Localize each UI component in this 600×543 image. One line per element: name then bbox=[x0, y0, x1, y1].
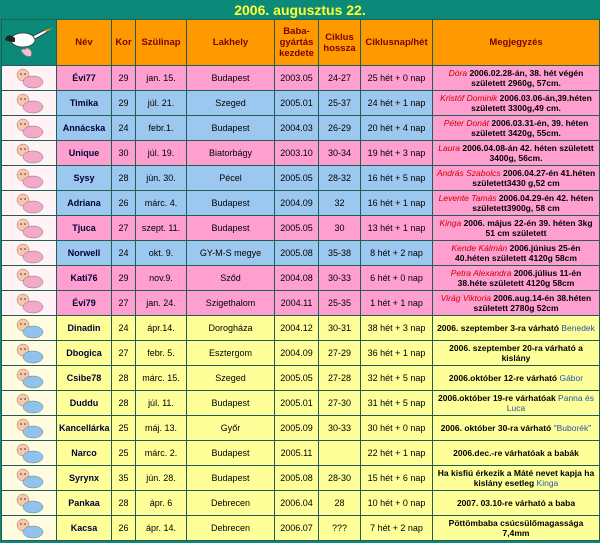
city-cell: Szeged bbox=[187, 366, 275, 391]
age-cell: 28 bbox=[112, 166, 136, 191]
note-text: 2006.dec.-re várhatóak a babák bbox=[453, 448, 579, 458]
note-text: 2006. szeptember 20-ra várható a kislány bbox=[449, 343, 583, 363]
note-text-post: 2006.július 11-én 38.héte született 4120g 58cm bbox=[457, 268, 582, 288]
note-cell bbox=[433, 416, 600, 441]
header-szulinap: Szülinap bbox=[136, 20, 187, 66]
note-highlight: Levente Tamás bbox=[438, 193, 497, 203]
baby-table bbox=[1, 19, 600, 541]
header-megjegyzes: Megjegyzés bbox=[433, 20, 600, 66]
member-name: Kati76 bbox=[57, 266, 112, 291]
member-name: Évi77 bbox=[57, 66, 112, 91]
week-cell: 8 hét + 2 nap bbox=[361, 241, 433, 266]
birthday-cell: ápr. 6 bbox=[136, 491, 187, 516]
member-name: Tjuca bbox=[57, 216, 112, 241]
city-cell: Budapest bbox=[187, 116, 275, 141]
note-cell bbox=[433, 116, 600, 141]
start-cell: 2005.01 bbox=[275, 91, 319, 116]
note-highlight: Péter Donát bbox=[443, 118, 490, 128]
baby-avatar-icon bbox=[2, 441, 57, 466]
note-cell bbox=[433, 66, 600, 91]
cycle-cell: 28-32 bbox=[319, 166, 361, 191]
week-cell: 13 hét + 1 nap bbox=[361, 216, 433, 241]
city-cell: Budapest bbox=[187, 441, 275, 466]
birthday-cell: okt. 9. bbox=[136, 241, 187, 266]
note-text-post: 2006.02.28-án, 38. hét végén született 2960g, 57cm. bbox=[467, 68, 584, 88]
baby-avatar-icon bbox=[2, 91, 57, 116]
note-highlight: Benedek bbox=[561, 323, 595, 333]
city-cell: Esztergom bbox=[187, 341, 275, 366]
table-row bbox=[2, 291, 600, 316]
table-row bbox=[2, 341, 600, 366]
baby-avatar-icon bbox=[2, 416, 57, 441]
member-name: Évi79 bbox=[57, 291, 112, 316]
note-text-post: 2006.04.27-én 41.héten született3430 g,52 cm bbox=[472, 168, 596, 188]
note-cell bbox=[433, 266, 600, 291]
cycle-cell: 24-27 bbox=[319, 66, 361, 91]
baby-avatar-icon bbox=[2, 141, 57, 166]
city-cell: Sződ bbox=[187, 266, 275, 291]
birthday-cell: júl. 21. bbox=[136, 91, 187, 116]
start-cell: 2005.01 bbox=[275, 391, 319, 416]
age-cell: 28 bbox=[112, 491, 136, 516]
note-text: 2006.október 12-re várható bbox=[448, 373, 560, 383]
week-cell: 16 hét + 5 nap bbox=[361, 166, 433, 191]
cycle-cell: 27-30 bbox=[319, 391, 361, 416]
age-cell: 28 bbox=[112, 391, 136, 416]
start-cell: 2004.03 bbox=[275, 116, 319, 141]
start-cell: 2005.08 bbox=[275, 241, 319, 266]
birthday-cell: febr. 5. bbox=[136, 341, 187, 366]
note-text-post: 2006.04.29-én 42. héten született3900g, 58 cm bbox=[472, 193, 594, 213]
table-row bbox=[2, 391, 600, 416]
city-cell: Budapest bbox=[187, 191, 275, 216]
week-cell: 30 hét + 0 nap bbox=[361, 416, 433, 441]
note-cell bbox=[433, 291, 600, 316]
baby-avatar-icon bbox=[2, 116, 57, 141]
baby-avatar-icon bbox=[2, 341, 57, 366]
member-name: Duddu bbox=[57, 391, 112, 416]
start-cell: 2004.11 bbox=[275, 291, 319, 316]
week-cell: 15 hét + 6 nap bbox=[361, 466, 433, 491]
birthday-cell: márc. 15. bbox=[136, 366, 187, 391]
age-cell: 27 bbox=[112, 291, 136, 316]
note-cell bbox=[433, 491, 600, 516]
age-cell: 24 bbox=[112, 316, 136, 341]
table-row bbox=[2, 266, 600, 291]
note-text: 2006. szeptember 3-ra várható bbox=[437, 323, 562, 333]
start-cell: 2004.09 bbox=[275, 341, 319, 366]
city-cell: Szigethalom bbox=[187, 291, 275, 316]
city-cell: Budapest bbox=[187, 216, 275, 241]
baby-avatar-icon bbox=[2, 316, 57, 341]
week-cell: 22 hét + 1 nap bbox=[361, 441, 433, 466]
city-cell: Biatorbágy bbox=[187, 141, 275, 166]
note-highlight: Kinga bbox=[536, 478, 559, 488]
birthday-cell: ápr. 14. bbox=[136, 516, 187, 541]
note-highlight: Kende Kálmán bbox=[451, 243, 508, 253]
week-cell: 19 hét + 3 nap bbox=[361, 141, 433, 166]
baby-avatar-icon bbox=[2, 366, 57, 391]
week-cell: 10 hét + 0 nap bbox=[361, 491, 433, 516]
city-cell: GY-M-S megye bbox=[187, 241, 275, 266]
start-cell: 2003.05 bbox=[275, 66, 319, 91]
age-cell: 35 bbox=[112, 466, 136, 491]
cycle-cell: 27-28 bbox=[319, 366, 361, 391]
note-text: 2006. október 30-ra várható bbox=[440, 423, 554, 433]
cycle-cell: 26-29 bbox=[319, 116, 361, 141]
member-name: Dbogica bbox=[57, 341, 112, 366]
cycle-cell: 27-29 bbox=[319, 341, 361, 366]
table-row bbox=[2, 91, 600, 116]
note-cell bbox=[433, 141, 600, 166]
start-cell: 2005.05 bbox=[275, 216, 319, 241]
week-cell: 36 hét + 1 nap bbox=[361, 341, 433, 366]
birthday-cell: jan. 24. bbox=[136, 291, 187, 316]
table-row bbox=[2, 416, 600, 441]
note-cell bbox=[433, 366, 600, 391]
birthday-cell: febr.1. bbox=[136, 116, 187, 141]
start-cell: 2006.04 bbox=[275, 491, 319, 516]
birthday-cell: ápr.14. bbox=[136, 316, 187, 341]
table-row bbox=[2, 516, 600, 541]
cycle-cell: 30-34 bbox=[319, 141, 361, 166]
age-cell: 26 bbox=[112, 191, 136, 216]
week-cell: 1 hét + 1 nap bbox=[361, 291, 433, 316]
header-lakhely: Lakhely bbox=[187, 20, 275, 66]
table-row bbox=[2, 141, 600, 166]
note-cell bbox=[433, 241, 600, 266]
start-cell: 2005.05 bbox=[275, 366, 319, 391]
age-cell: 24 bbox=[112, 116, 136, 141]
member-name: Unique bbox=[57, 141, 112, 166]
table-row bbox=[2, 166, 600, 191]
city-cell: Debrecen bbox=[187, 491, 275, 516]
table-row bbox=[2, 316, 600, 341]
week-cell: 6 hét + 0 nap bbox=[361, 266, 433, 291]
city-cell: Szeged bbox=[187, 91, 275, 116]
start-cell: 2006.07 bbox=[275, 516, 319, 541]
header-nev: Név bbox=[57, 20, 112, 66]
header-babagyartas: Baba-gyártás kezdete bbox=[275, 20, 319, 66]
age-cell: 30 bbox=[112, 141, 136, 166]
cycle-cell: 30 bbox=[319, 216, 361, 241]
header-ciklus-hossza: Ciklus hossza bbox=[319, 20, 361, 66]
cycle-cell bbox=[319, 441, 361, 466]
week-cell: 16 hét + 1 nap bbox=[361, 191, 433, 216]
birthday-cell: júl. 11. bbox=[136, 391, 187, 416]
member-name: Sysy bbox=[57, 166, 112, 191]
note-text-post: 2006.aug.14-én 38.héten született 2780g 52cm bbox=[473, 293, 592, 313]
start-cell: 2004.12 bbox=[275, 316, 319, 341]
note-highlight: Panna és Luca bbox=[506, 393, 594, 413]
note-text: Pöttömbaba csúcsülőmagassága 7,4mm bbox=[448, 518, 584, 538]
note-cell bbox=[433, 466, 600, 491]
birthday-cell: szept. 11. bbox=[136, 216, 187, 241]
baby-avatar-icon bbox=[2, 266, 57, 291]
note-cell bbox=[433, 341, 600, 366]
cycle-cell: ??? bbox=[319, 516, 361, 541]
stork-icon bbox=[2, 20, 57, 66]
city-cell: Pécel bbox=[187, 166, 275, 191]
table-body bbox=[2, 66, 600, 541]
member-name: Csibe78 bbox=[57, 366, 112, 391]
age-cell: 27 bbox=[112, 341, 136, 366]
baby-avatar-icon bbox=[2, 191, 57, 216]
city-cell: Budapest bbox=[187, 66, 275, 91]
birthday-cell: márc. 2. bbox=[136, 441, 187, 466]
cycle-cell: 35-38 bbox=[319, 241, 361, 266]
city-cell: Dorogháza bbox=[187, 316, 275, 341]
note-cell bbox=[433, 391, 600, 416]
cycle-cell: 32 bbox=[319, 191, 361, 216]
table-row bbox=[2, 491, 600, 516]
birthday-cell: máj. 13. bbox=[136, 416, 187, 441]
birthday-cell: júl. 19. bbox=[136, 141, 187, 166]
city-cell: Győr bbox=[187, 416, 275, 441]
age-cell: 29 bbox=[112, 66, 136, 91]
header-ciklusnap: Ciklusnap/hét bbox=[361, 20, 433, 66]
note-text: 2006.október 19-re várhatóak bbox=[438, 393, 559, 403]
member-name: Pankaa bbox=[57, 491, 112, 516]
note-highlight: "Buborék" bbox=[553, 423, 592, 433]
age-cell: 26 bbox=[112, 516, 136, 541]
baby-avatar-icon bbox=[2, 466, 57, 491]
start-cell: 2004.08 bbox=[275, 266, 319, 291]
baby-avatar-icon bbox=[2, 216, 57, 241]
header-kor: Kor bbox=[112, 20, 136, 66]
week-cell: 25 hét + 0 nap bbox=[361, 66, 433, 91]
birthday-cell: márc. 4. bbox=[136, 191, 187, 216]
table-row bbox=[2, 466, 600, 491]
age-cell: 29 bbox=[112, 91, 136, 116]
cycle-cell: 25-35 bbox=[319, 291, 361, 316]
week-cell: 7 hét + 2 nap bbox=[361, 516, 433, 541]
note-cell bbox=[433, 216, 600, 241]
baby-avatar-icon bbox=[2, 166, 57, 191]
note-text-post: 2006.03.06-án,39.héten született 3300g,49 cm. bbox=[471, 93, 592, 113]
age-cell: 27 bbox=[112, 216, 136, 241]
week-cell: 32 hét + 5 nap bbox=[361, 366, 433, 391]
week-cell: 38 hét + 3 nap bbox=[361, 316, 433, 341]
week-cell: 31 hét + 5 nap bbox=[361, 391, 433, 416]
note-text-post: 2006.03.31-én, 39. héten született 3420g, 55cm. bbox=[471, 118, 589, 138]
member-name: Kancellárka bbox=[57, 416, 112, 441]
member-name: Syrynx bbox=[57, 466, 112, 491]
note-highlight: Virág Viktoria bbox=[440, 293, 492, 303]
member-name: Norwell bbox=[57, 241, 112, 266]
note-cell bbox=[433, 316, 600, 341]
age-cell: 28 bbox=[112, 366, 136, 391]
cycle-cell: 30-33 bbox=[319, 416, 361, 441]
baby-avatar-icon bbox=[2, 66, 57, 91]
baby-avatar-icon bbox=[2, 391, 57, 416]
member-name: Narco bbox=[57, 441, 112, 466]
city-cell: Debrecen bbox=[187, 516, 275, 541]
cycle-cell: 28-30 bbox=[319, 466, 361, 491]
note-highlight: Kristóf Dominik bbox=[440, 93, 498, 103]
cycle-cell: 30-33 bbox=[319, 266, 361, 291]
note-cell bbox=[433, 166, 600, 191]
table-row bbox=[2, 216, 600, 241]
note-highlight: Petra Alexandra bbox=[450, 268, 512, 278]
start-cell: 2005.05 bbox=[275, 166, 319, 191]
note-highlight: András Szabolcs bbox=[436, 168, 501, 178]
page-title: 2006. augusztus 22. bbox=[234, 2, 366, 18]
note-highlight: Laura bbox=[438, 143, 461, 153]
table-row bbox=[2, 441, 600, 466]
baby-avatar-icon bbox=[2, 241, 57, 266]
table-row bbox=[2, 241, 600, 266]
week-cell: 20 hét + 4 nap bbox=[361, 116, 433, 141]
start-cell: 2004.09 bbox=[275, 191, 319, 216]
note-cell bbox=[433, 191, 600, 216]
start-cell: 2005.11 bbox=[275, 441, 319, 466]
header-row bbox=[2, 20, 600, 66]
birthday-cell: jún. 28. bbox=[136, 466, 187, 491]
baby-avatar-icon bbox=[2, 516, 57, 541]
baby-avatar-icon bbox=[2, 291, 57, 316]
note-text: Ha kisfiú érkezik a Máté nevet kapja ha kislány esetleg bbox=[437, 468, 595, 488]
note-text-post: 2006.június 25-én 40.héten született 4120g 58cm bbox=[455, 243, 581, 263]
member-name: Dinadin bbox=[57, 316, 112, 341]
age-cell: 25 bbox=[112, 416, 136, 441]
table-row bbox=[2, 191, 600, 216]
cycle-cell: 25-37 bbox=[319, 91, 361, 116]
table-row bbox=[2, 66, 600, 91]
age-cell: 25 bbox=[112, 441, 136, 466]
cycle-cell: 28 bbox=[319, 491, 361, 516]
note-text-post: 2006. május 22-én 39. héten 3kg 51 cm született bbox=[461, 218, 593, 238]
age-cell: 24 bbox=[112, 241, 136, 266]
note-highlight: Dóra bbox=[448, 68, 468, 78]
note-cell bbox=[433, 516, 600, 541]
city-cell: Budapest bbox=[187, 466, 275, 491]
start-cell: 2005.08 bbox=[275, 466, 319, 491]
table-row bbox=[2, 366, 600, 391]
birthday-cell: jún. 30. bbox=[136, 166, 187, 191]
member-name: Adriana bbox=[57, 191, 112, 216]
cycle-cell: 30-31 bbox=[319, 316, 361, 341]
member-name: Annácska bbox=[57, 116, 112, 141]
table-row bbox=[2, 116, 600, 141]
note-text: 2007. 03.10-re várható a baba bbox=[456, 498, 576, 508]
start-cell: 2003.10 bbox=[275, 141, 319, 166]
note-highlight: Kinga bbox=[439, 218, 462, 228]
note-cell bbox=[433, 91, 600, 116]
city-cell: Budapest bbox=[187, 391, 275, 416]
week-cell: 24 hét + 1 nap bbox=[361, 91, 433, 116]
member-name: Kacsa bbox=[57, 516, 112, 541]
baby-avatar-icon bbox=[2, 491, 57, 516]
birthday-cell: jan. 15. bbox=[136, 66, 187, 91]
member-name: Timika bbox=[57, 91, 112, 116]
note-text-post: 2006.04.08-án 42. héten született 3400g, 56cm. bbox=[460, 143, 594, 163]
start-cell: 2005.09 bbox=[275, 416, 319, 441]
birthday-cell: nov.9. bbox=[136, 266, 187, 291]
note-cell bbox=[433, 441, 600, 466]
age-cell: 29 bbox=[112, 266, 136, 291]
note-highlight: Gábor bbox=[559, 373, 584, 383]
